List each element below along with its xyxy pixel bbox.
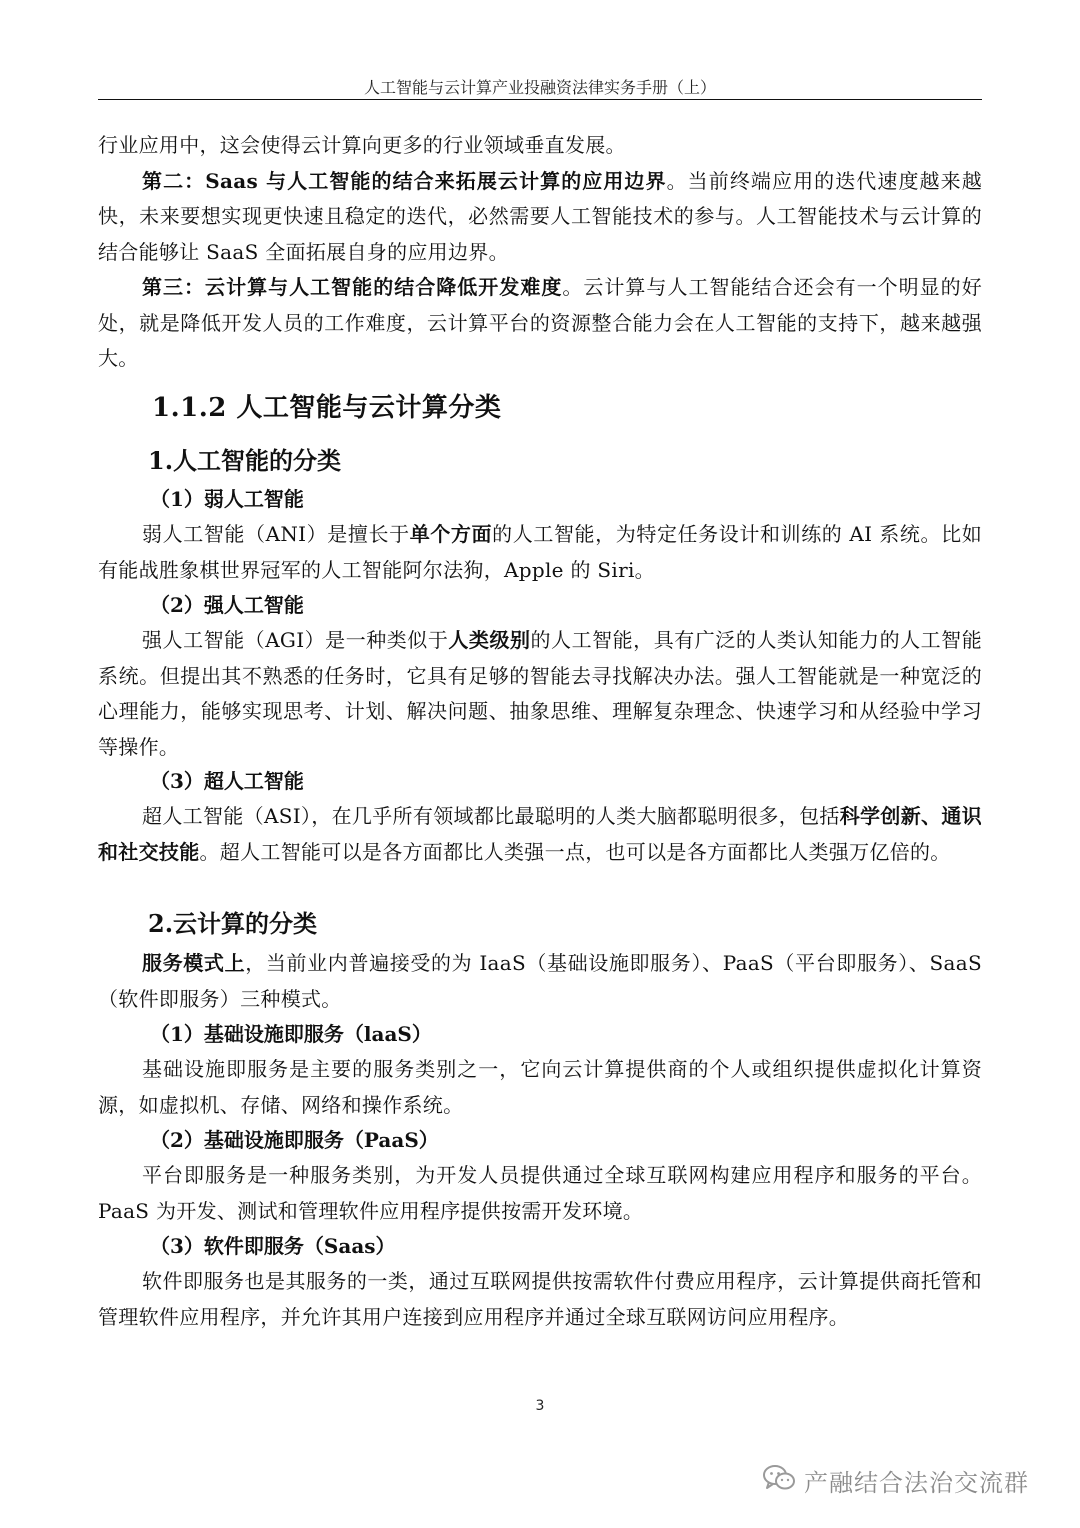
saas-block [98,1264,982,1335]
super-ai-text-b: 。超人工智能可以是各方面都比人类强一点，也可以是各方面都比人类强万亿倍的。 [199,839,951,864]
weak-ai-emphasis: 单个方面 [409,522,493,546]
watermark [762,1460,1029,1500]
paas-heading: （2）基础设施即服务（PaaS） [150,1128,439,1152]
strong-ai-block [98,623,982,765]
paragraph-second-lead: 第二：Saas 与人工智能的结合来拓展云计算的应用边界 [142,168,667,193]
strong-ai-paragraph [98,623,982,765]
saas-paragraph: 软件即服务也是其服务的一类，通过互联网提供按需软件付费应用程序，云计算提供商托管和管理软件应用程序，并允许其用户连接到应用程序并通过全球互联网访问应用程序。 [98,1269,982,1329]
paragraph-third [98,270,982,377]
cloud-intro-body: ，当前业内普遍接受的为 IaaS（基础设施即服务）、PaaS（平台即服务）、SaaS（软件即服务）三种模式。 [98,951,983,1011]
cloud-classification-heading: 2.云计算的分类 [148,909,318,938]
super-ai-text-a: 超人工智能（ASI），在几乎所有领域都比最聪明的人类大脑都聪明很多，包括 [142,804,840,828]
iaas-heading: （1）基础设施即服务（laaS） [150,1022,432,1046]
section-heading: 1.1.2 人工智能与云计算分类 [152,393,502,423]
cloud-intro-paragraph [98,946,982,1017]
super-ai-paragraph [98,799,982,870]
paas-paragraph: 平台即服务是一种服务类别，为开发人员提供通过全球互联网构建应用程序和服务的平台。PaaS 为开发、测试和管理软件应用程序提供按需开发环境。 [98,1163,982,1223]
strong-ai-heading: （2）强人工智能 [150,593,304,617]
page-header: 人工智能与云计算产业投融资法律实务手册（上） [363,78,716,97]
strong-ai-emphasis: 人类级别 [448,628,531,652]
super-ai-block [98,799,982,870]
paragraph-third-body: 。云计算与人工智能结合还会有一个明显的好处，就是降低开发人员的工作难度，云计算平台的资源整合能力会在人工智能的支持下，越来越强大。 [98,275,982,370]
wechat-icon [762,1463,796,1497]
paas-block [98,1158,982,1229]
weak-ai-text-a: 弱人工智能（ANI）是擅长于 [142,522,410,546]
weak-ai-heading: （1）弱人工智能 [150,487,304,511]
cloud-intro-lead: 服务模式上 [142,951,246,975]
watermark-text: 产融结合法治交流群 [804,1468,1029,1497]
weak-ai-paragraph [98,517,982,588]
strong-ai-text-b: 的人工智能，具有广泛的人类认知能力的人工智能系统。但提出其不熟悉的任务时，它具有足够的智能去寻找解决办法。强人工智能就是一种宽泛的心理能力，能够实现思考、计划、解决问题、抽象思维、理解复杂理念、快速学习和从经验中学习等操作。 [98,628,982,759]
weak-ai-block [98,517,982,588]
intro-paragraphs [98,128,982,377]
iaas-paragraph: 基础设施即服务是主要的服务类别之一，它向云计算提供商的个人或组织提供虚拟化计算资源，如虚拟机、存储、网络和操作系统。 [98,1057,982,1117]
saas-heading: （3）软件即服务（Saas） [150,1234,396,1258]
paragraph-second-body: 。当前终端应用的迭代速度越来越快，未来要想实现更快速且稳定的迭代，必然需要人工智能技术的参与。人工智能技术与云计算的结合能够让 SaaS 全面拓展自身的应用边界。 [98,168,982,264]
super-ai-heading: （3）超人工智能 [150,769,304,793]
ai-classification-heading: 1.人工智能的分类 [148,446,342,475]
paragraph-third-lead: 第三：云计算与人工智能的结合降低开发难度 [142,275,563,299]
weak-ai-text-b: 的人工智能，为特定任务设计和训练的 AI 系统。比如有能战胜象棋世界冠军的人工智能阿尔法狗，Apple 的 Siri。 [98,522,982,582]
strong-ai-text-a: 强人工智能（AGI）是一种类似于 [142,628,449,652]
super-ai-emphasis: 科学创新、通识和社交技能 [98,804,982,864]
iaas-block [98,1052,982,1123]
header-rule [98,99,982,100]
page-number: 3 [535,1398,545,1414]
paragraph-continuation: 行业应用中，这会使得云计算向更多的行业领域垂直发展。 [98,133,626,157]
cloud-intro-block [98,946,982,1017]
paragraph-second [98,164,982,271]
